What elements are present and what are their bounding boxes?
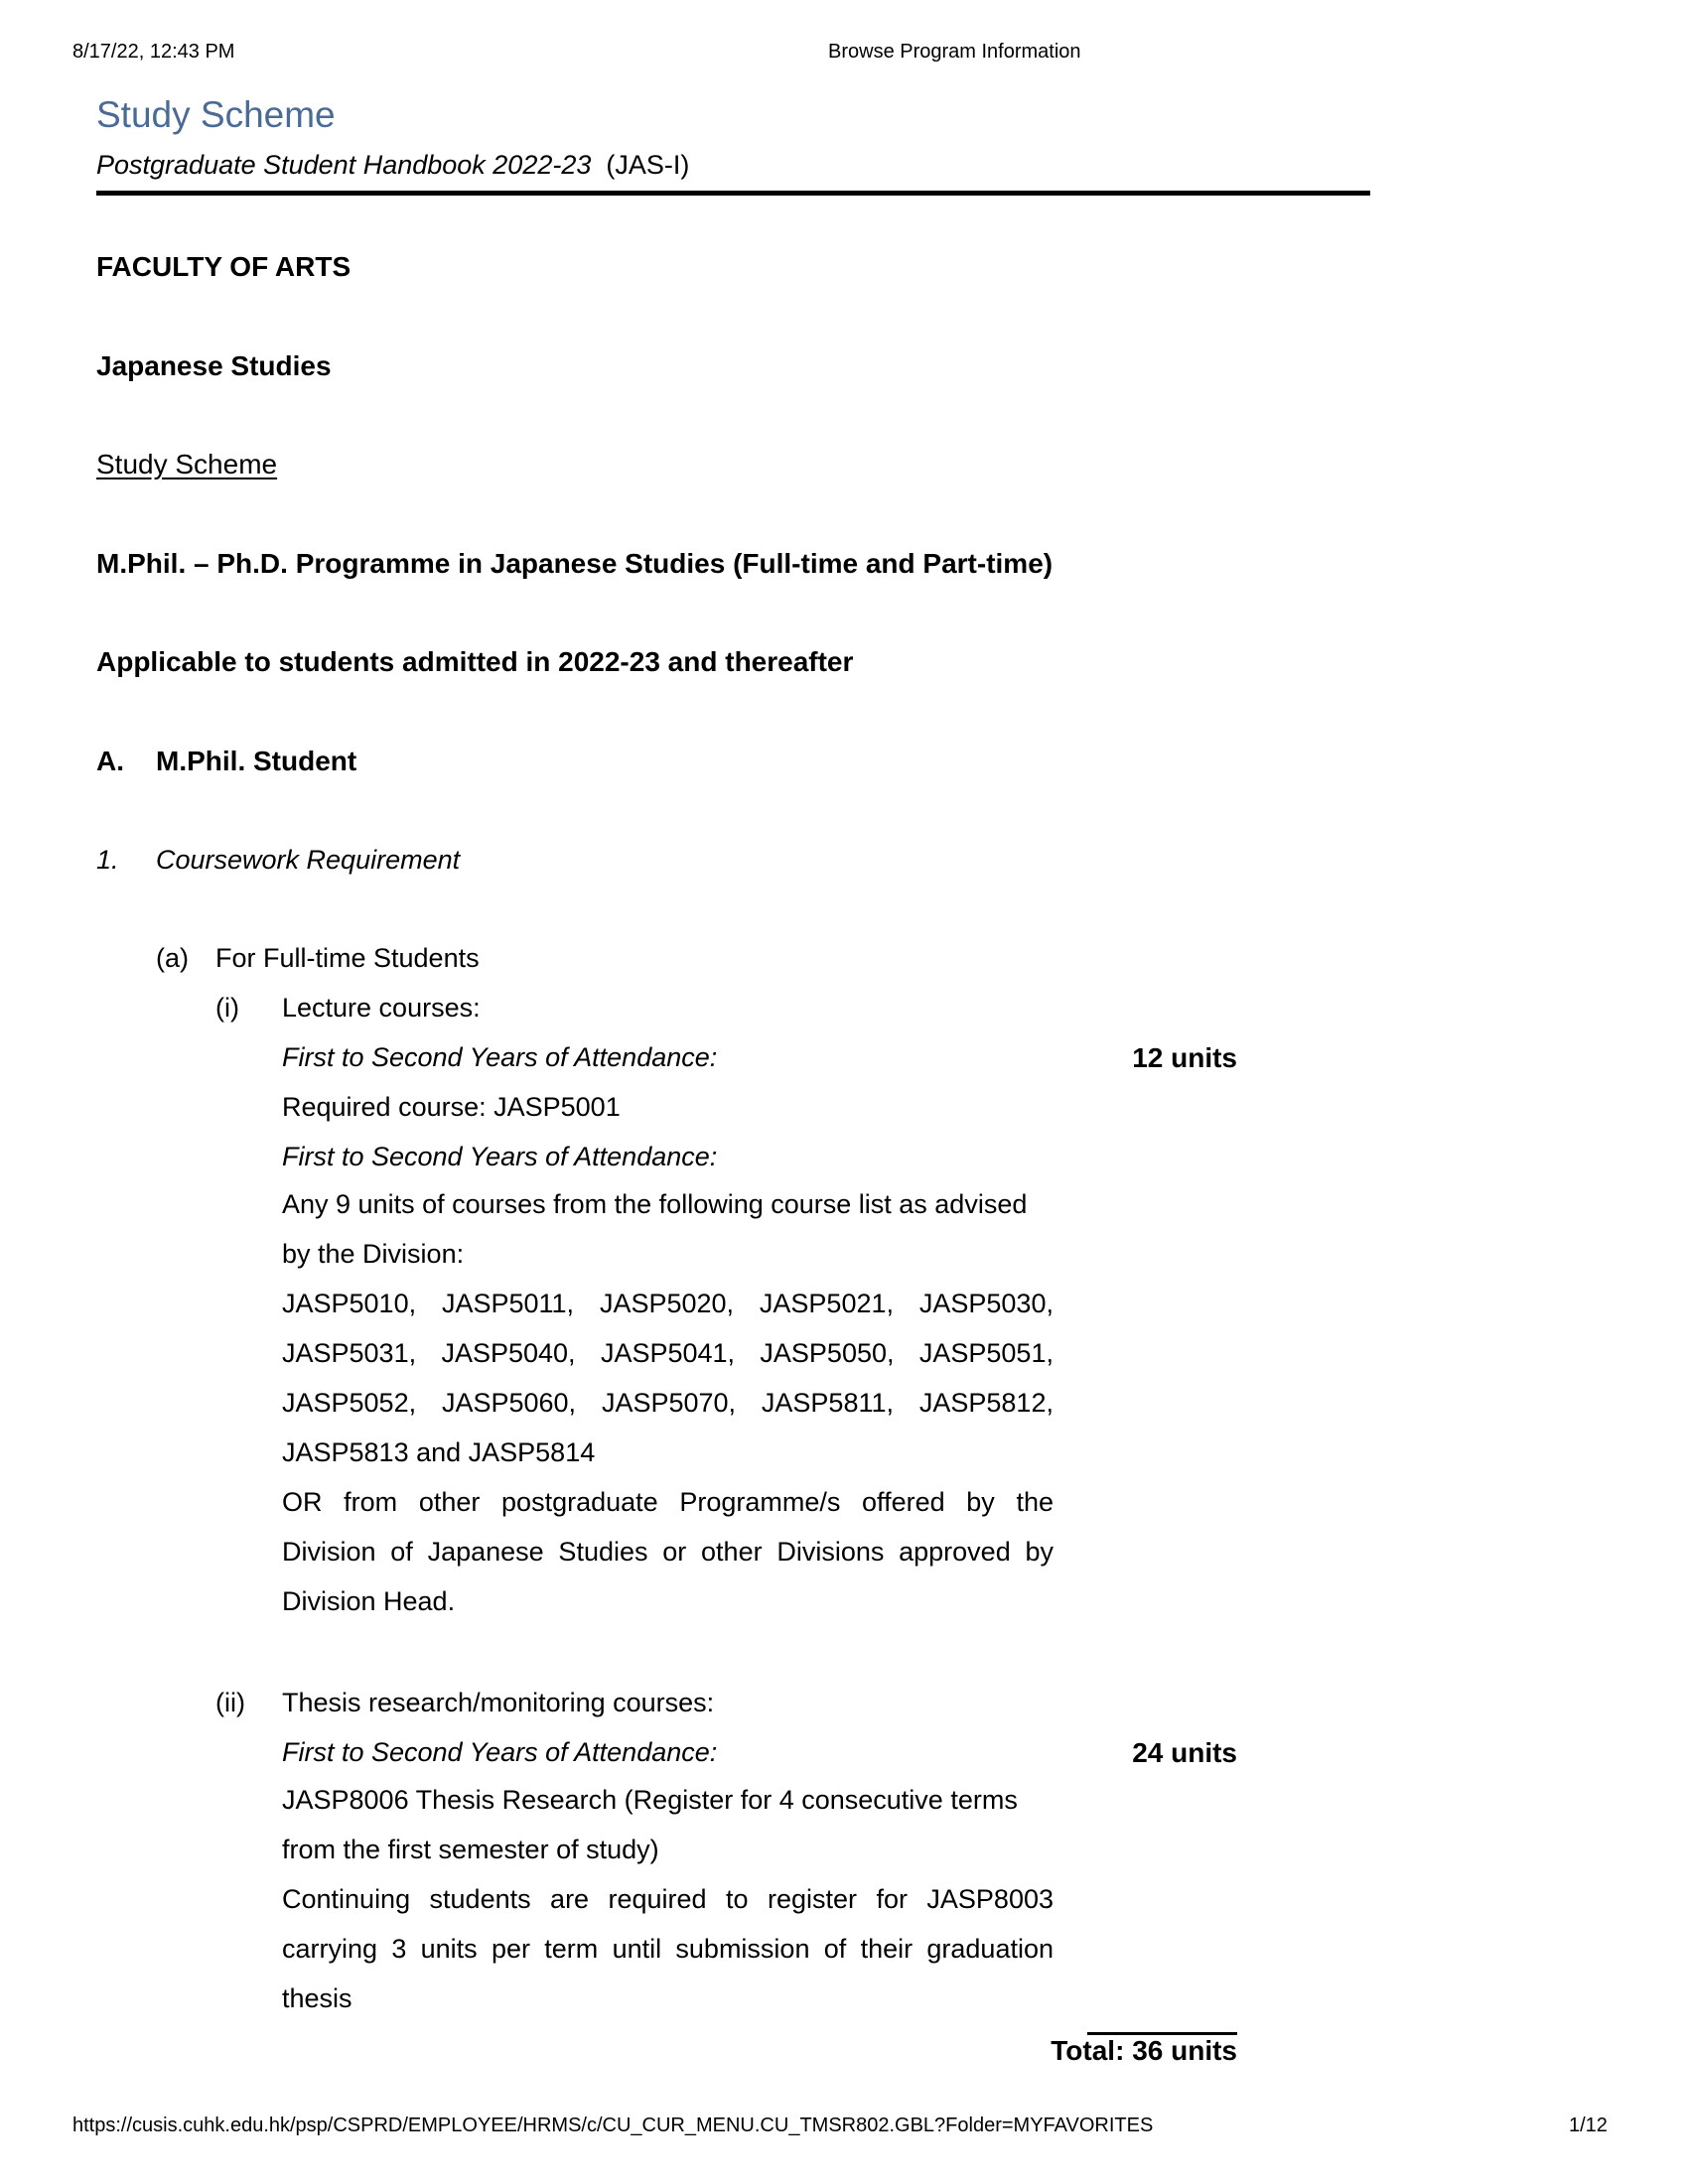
course-code: JASP5020, bbox=[599, 1289, 735, 1318]
course-code: JASP5030, bbox=[918, 1289, 1054, 1318]
title-divider bbox=[96, 191, 1370, 196]
course-code: JASP5040, bbox=[441, 1338, 576, 1368]
sub-i-attendance-2: First to Second Years of Attendance: bbox=[282, 1142, 718, 1171]
sub-i-required-course: Required course: JASP5001 bbox=[282, 1092, 621, 1122]
sub-ii-marker: (ii) bbox=[215, 1688, 245, 1717]
programme-heading: M.Phil. – Ph.D. Programme in Japanese Studies (Full-time and Part-time) bbox=[96, 548, 1054, 579]
course-code: JASP5050, bbox=[760, 1338, 895, 1368]
print-datetime: 8/17/22, 12:43 PM bbox=[72, 41, 235, 63]
sub-i-alternative-text: OR from other postgraduate Programme/s offered by the Division of Japanese Studies or other Divisions approved by Division Head. bbox=[282, 1487, 1054, 1616]
sub-ii-units: 24 units bbox=[1132, 1737, 1237, 1768]
sub-a-label: For Full-time Students bbox=[215, 943, 480, 973]
sub-a-marker: (a) bbox=[156, 943, 189, 973]
sub-ii-continuing-text: Continuing students are required to register for JASP8003 carrying 3 units per term until submission of their graduation thesis bbox=[282, 1884, 1054, 2013]
course-code: JASP5052, bbox=[282, 1388, 417, 1418]
document-subtitle bbox=[96, 150, 689, 181]
course-list-row bbox=[282, 1328, 1054, 1378]
course-code: JASP5010, bbox=[282, 1289, 417, 1318]
part-a-letter: A. bbox=[96, 746, 124, 776]
division-heading: Japanese Studies bbox=[96, 350, 332, 381]
sub-i-marker: (i) bbox=[215, 993, 239, 1023]
handbook-name: Postgraduate Student Handbook 2022-23 bbox=[96, 150, 592, 180]
course-code: JASP5041, bbox=[600, 1338, 736, 1368]
item-1-number: 1. bbox=[96, 845, 119, 875]
sub-i-label: Lecture courses: bbox=[282, 993, 481, 1023]
applicability-heading: Applicable to students admitted in 2022-23 and thereafter bbox=[96, 646, 854, 677]
course-code: JASP5011, bbox=[441, 1289, 575, 1318]
sub-ii-label: Thesis research/monitoring courses: bbox=[282, 1688, 715, 1717]
print-url: https://cusis.cuhk.edu.hk/psp/CSPRD/EMPLOYEE/HRMS/c/CU_CUR_MENU.CU_TMSR802.GBL?Folder=MYFAVORITES bbox=[72, 2115, 1154, 2136]
item-1-label: Coursework Requirement bbox=[156, 845, 461, 875]
faculty-heading: FACULTY OF ARTS bbox=[96, 251, 352, 282]
document-title: Study Scheme bbox=[96, 94, 336, 135]
course-code: JASP5070, bbox=[601, 1388, 737, 1418]
total-units: Total: 36 units bbox=[1051, 2035, 1237, 2066]
handbook-code: (JAS-I) bbox=[606, 150, 690, 180]
course-code: JASP5811, bbox=[761, 1388, 894, 1418]
course-code: JASP5051, bbox=[918, 1338, 1054, 1368]
course-code: JASP5812, bbox=[918, 1388, 1054, 1418]
sub-i-units: 12 units bbox=[1132, 1042, 1237, 1073]
course-list-last: JASP5813 and JASP5814 bbox=[282, 1437, 596, 1467]
print-page-title: Browse Program Information bbox=[828, 41, 1081, 63]
study-scheme-heading: Study Scheme bbox=[96, 449, 278, 479]
sub-ii-thesis-research: JASP8006 Thesis Research (Register for 4 consecutive terms from the first semester of study) bbox=[282, 1785, 1018, 1864]
course-list-row bbox=[282, 1279, 1054, 1328]
sub-ii-attendance: First to Second Years of Attendance: bbox=[282, 1737, 718, 1767]
course-list bbox=[282, 1279, 1054, 1477]
course-list-row bbox=[282, 1378, 1054, 1428]
sub-i-elective-text: Any 9 units of courses from the following course list as advised by the Division: bbox=[282, 1189, 1028, 1269]
course-code: JASP5060, bbox=[441, 1388, 577, 1418]
part-a-label: M.Phil. Student bbox=[156, 746, 357, 776]
course-code: JASP5021, bbox=[759, 1289, 894, 1318]
course-code: JASP5031, bbox=[282, 1338, 417, 1368]
print-page-number: 1/12 bbox=[1569, 2115, 1608, 2136]
sub-i-attendance-1: First to Second Years of Attendance: bbox=[282, 1042, 718, 1072]
